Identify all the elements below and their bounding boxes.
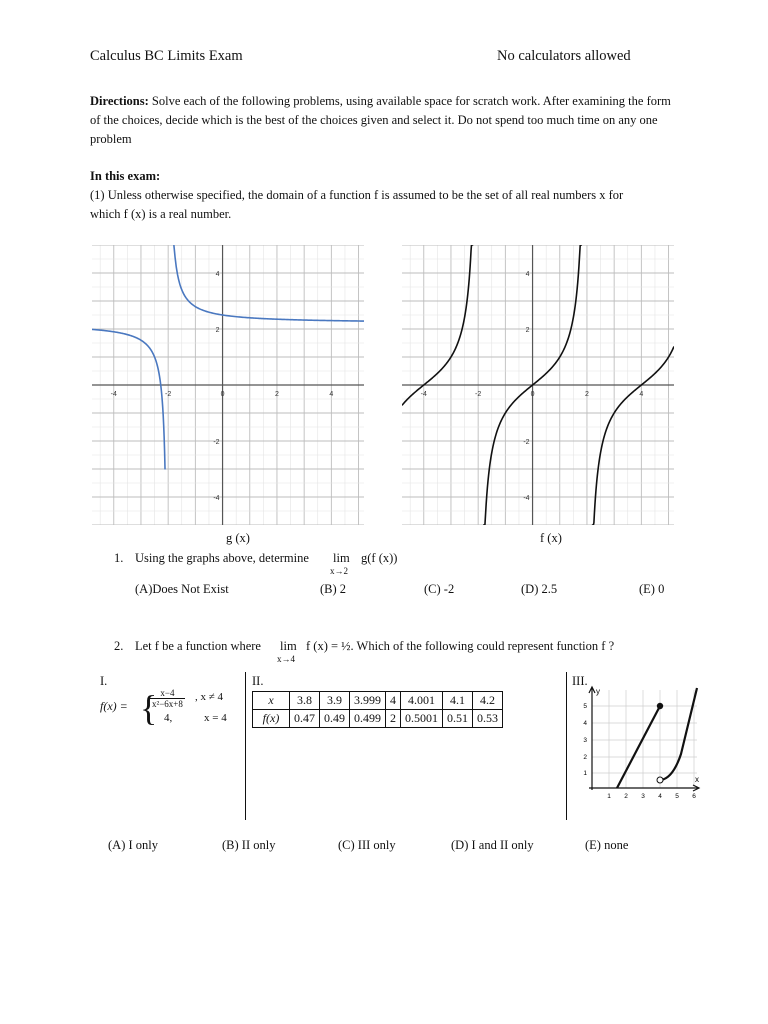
q2-expression: f (x) = ½. Which of the following could represent function f ? xyxy=(306,639,615,653)
table-header-fx: f(x) xyxy=(253,710,290,728)
y-tick-label: 4 xyxy=(525,271,530,278)
q1-choice-e[interactable]: (E) 0 xyxy=(639,582,665,596)
x-tick-label: 0 xyxy=(530,391,535,398)
table-cell: 3.999 xyxy=(350,692,386,710)
x-tick-label: 4 xyxy=(329,391,334,398)
x-tick-label: 2 xyxy=(585,391,589,398)
table-cell: 4 xyxy=(386,692,401,710)
table-row-fx xyxy=(253,710,503,728)
q1-choice-b[interactable]: (B) 2 xyxy=(320,582,347,596)
mini-curve xyxy=(661,688,697,780)
table-cell: 3.8 xyxy=(290,692,320,710)
mini-y-tick: 3 xyxy=(583,737,587,744)
exam-note-1-line2: which f (x) is a real number. xyxy=(90,207,232,221)
q2-option-ii-table xyxy=(252,691,503,728)
y-tick-label: 4 xyxy=(215,271,220,278)
graph-g-caption: g (x) xyxy=(226,531,250,545)
q2-text: Let f be a function where xyxy=(135,639,261,653)
fraction-denominator: x²−6x+8 xyxy=(152,699,183,709)
mini-x-tick: 3 xyxy=(641,793,645,800)
graph-f-grid xyxy=(402,245,674,525)
piecewise-condition-1: , x ≠ 4 xyxy=(195,691,224,703)
directions-text: Solve each of the following problems, using available space for scratch work. After examining the form of the choices, decide which is the best of the choices given and select it. Do not spend too much time on any one problem xyxy=(90,94,671,146)
q1-number: 1. xyxy=(114,551,124,565)
mini-y-tick-labels xyxy=(583,703,587,777)
y-tick-label: -4 xyxy=(213,495,220,502)
mini-line-segment xyxy=(617,706,660,788)
table-cell: 2 xyxy=(386,710,401,728)
graph-g-grid xyxy=(92,245,364,525)
mini-x-axis-label: x xyxy=(695,775,699,784)
graph-f-caption: f (x) xyxy=(540,531,562,545)
q2-choice-a[interactable]: (A) I only xyxy=(108,838,158,852)
q1-choice-d[interactable]: (D) 2.5 xyxy=(521,582,558,596)
q2-option-iii-graph xyxy=(577,684,705,808)
mini-x-tick: 5 xyxy=(675,793,679,800)
table-cell: 0.51 xyxy=(443,710,473,728)
table-cell: 0.499 xyxy=(350,710,386,728)
fraction-numerator: x−4 xyxy=(150,688,185,699)
q2-lim-subscript: x→4 xyxy=(277,654,295,664)
q1-lim-subscript: x→2 xyxy=(330,566,348,576)
table-cell: 0.47 xyxy=(290,710,320,728)
divider-i-ii xyxy=(245,672,246,820)
q2-choice-b[interactable]: (B) II only xyxy=(222,838,276,852)
piecewise-brace: { xyxy=(140,688,158,728)
mini-grid xyxy=(592,690,697,788)
exam-notes-heading: In this exam: xyxy=(90,169,161,183)
mini-y-axis-label: y xyxy=(596,687,600,696)
mini-x-tick: 1 xyxy=(607,793,611,800)
q2-choice-d[interactable]: (D) I and II only xyxy=(451,838,534,852)
table-cell: 0.5001 xyxy=(401,710,443,728)
table-header-x: x xyxy=(253,692,290,710)
mini-y-tick: 4 xyxy=(583,720,587,727)
table-cell: 3.9 xyxy=(320,692,350,710)
graph-f xyxy=(402,245,674,525)
q2-choice-e[interactable]: (E) none xyxy=(585,838,629,852)
y-tick-label: -2 xyxy=(213,439,220,446)
mini-x-tick: 4 xyxy=(658,793,662,800)
table-cell: 4.001 xyxy=(401,692,443,710)
exam-title: Calculus BC Limits Exam xyxy=(90,48,243,64)
x-tick-label: -2 xyxy=(165,391,172,398)
table-cell: 0.49 xyxy=(320,710,350,728)
q1-lim: lim xyxy=(333,551,350,565)
table-cell: 4.1 xyxy=(443,692,473,710)
mini-x-tick: 6 xyxy=(692,793,696,800)
mini-y-tick: 2 xyxy=(583,754,587,761)
q2-choice-c[interactable]: (C) III only xyxy=(338,838,396,852)
y-tick-label: -2 xyxy=(523,439,530,446)
q2-number: 2. xyxy=(114,639,124,653)
table-cell: 4.2 xyxy=(473,692,503,710)
mini-y-tick: 5 xyxy=(583,703,587,710)
table-row-x xyxy=(253,692,503,710)
calculator-note: No calculators allowed xyxy=(497,48,631,64)
graph-f-curve-branch-3 xyxy=(592,346,674,525)
table-cell: 0.53 xyxy=(473,710,503,728)
mini-open-point xyxy=(657,777,663,783)
q2-option-i-piecewise xyxy=(100,688,242,732)
y-tick-label: -4 xyxy=(523,495,530,502)
mini-y-tick: 1 xyxy=(583,770,587,777)
piecewise-condition-2: x = 4 xyxy=(204,712,227,724)
graph-g xyxy=(92,245,364,525)
x-tick-label: -2 xyxy=(475,391,482,398)
q1-text: Using the graphs above, determine xyxy=(135,551,309,565)
mini-closed-point xyxy=(657,703,663,709)
q2-lim: lim xyxy=(280,639,297,653)
x-tick-label: 2 xyxy=(275,391,279,398)
divider-ii-iii xyxy=(566,672,567,820)
graph-g-curve-right-branch xyxy=(174,245,364,321)
mini-x-tick: 2 xyxy=(624,793,628,800)
q1-choice-c[interactable]: (C) -2 xyxy=(424,582,455,596)
x-tick-label: 0 xyxy=(220,391,225,398)
graph-g-curve-left-branch xyxy=(92,329,165,469)
mini-axes xyxy=(589,687,699,791)
q2-option-i-label: I. xyxy=(100,674,108,688)
y-tick-label: 2 xyxy=(525,327,530,334)
x-tick-label: 4 xyxy=(639,391,644,398)
q2-option-iii-label: III. xyxy=(572,674,588,688)
mini-x-tick-labels xyxy=(607,793,696,800)
q1-expression: g(f (x)) xyxy=(361,551,398,565)
x-tick-label: -4 xyxy=(420,391,427,398)
q1-choice-a[interactable]: (A)Does Not Exist xyxy=(135,582,229,596)
piecewise-fraction xyxy=(150,688,185,709)
directions-block xyxy=(90,92,680,149)
piecewise-lhs: f(x) = xyxy=(100,699,128,713)
exam-note-1-line1: (1) Unless otherwise specified, the domain of a function f is assumed to be the set of all real numbers x for xyxy=(90,188,624,202)
x-tick-label: -4 xyxy=(110,391,117,398)
piecewise-value-2: 4, xyxy=(164,712,173,724)
y-tick-label: 2 xyxy=(215,327,220,334)
q2-option-ii-label: II. xyxy=(252,674,264,688)
directions-label: Directions: xyxy=(90,94,149,108)
